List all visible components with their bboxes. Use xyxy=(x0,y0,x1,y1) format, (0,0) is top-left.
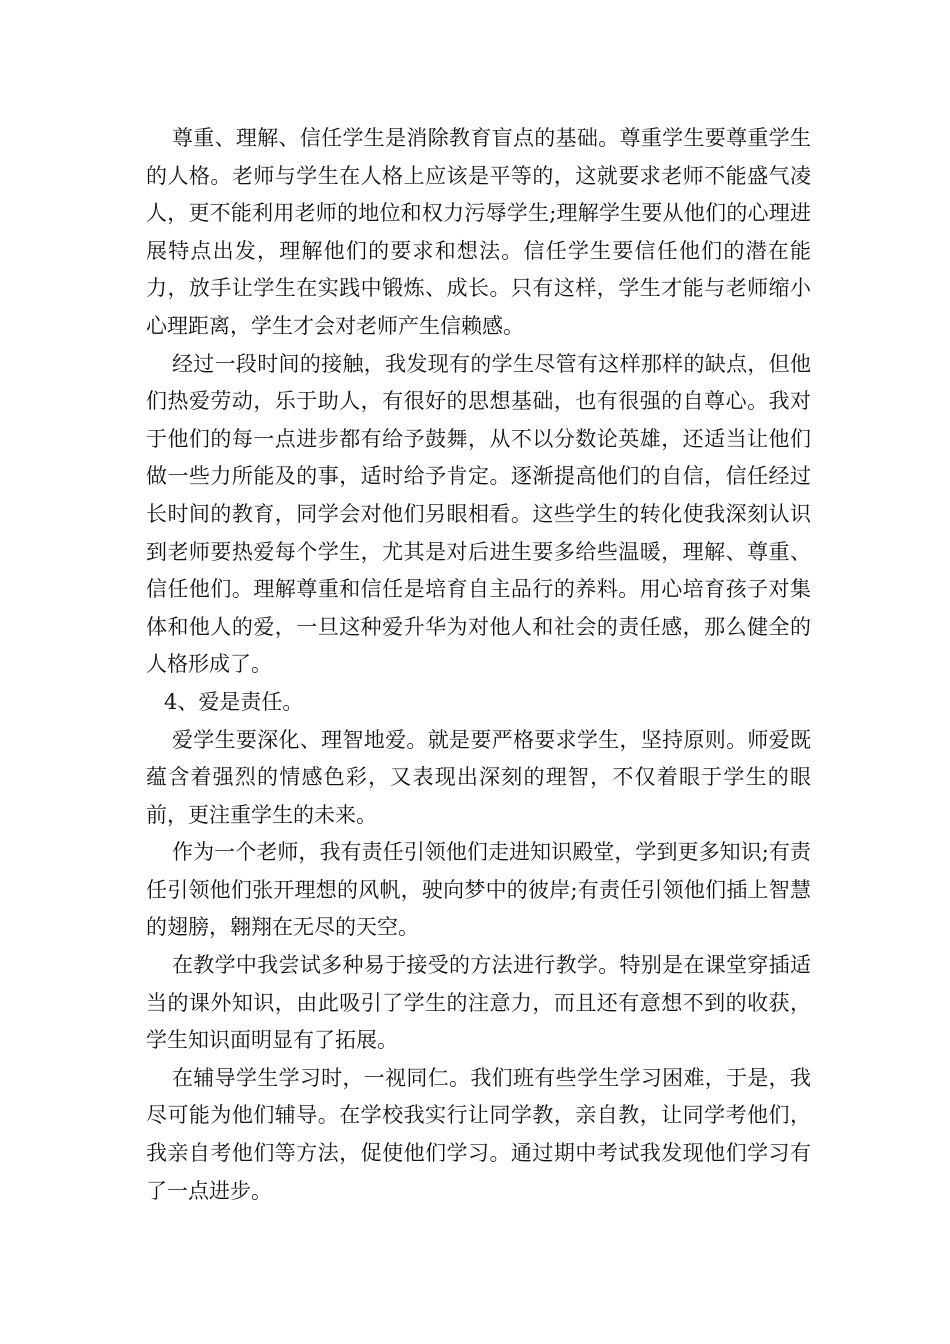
paragraph-respect-understanding-trust: 尊重、理解、信任学生是消除教育盲点的基础。尊重学生要尊重学生的人格。老师与学生在人格上应该是平等的，这就要求老师不能盛气凌人，更不能利用老师的地位和权力污辱学生;理解学生要从他们的心理进展特点出发，理解他们的要求和想法。信任学生要信任他们的潜在能力，放手让学生在实践中锻炼、成长。只有这样，学生才能与老师缩小心理距离，学生才会对老师产生信赖感。 xyxy=(146,126,811,338)
paragraph-rational-love: 爱学生要深化、理智地爱。就是要严格要求学生，坚持原则。师爱既蕴含着强烈的情感色彩，又表现出深刻的理智，不仅着眼于学生的眼前，更注重学生的未来。 xyxy=(146,727,811,827)
section-heading-love-is-responsibility: 4、爱是责任。 xyxy=(164,689,304,714)
document-body xyxy=(146,120,811,1210)
paragraph-student-transformation: 经过一段时间的接触，我发现有的学生尽管有这样那样的缺点，但他们热爱劳动，乐于助人，有很好的思想基础，也有很强的自尊心。我对于他们的每一点进步都有给予鼓舞，从不以分数论英雄，还适当让他们做一些力所能及的事，适时给予肯定。逐渐提高他们的自信，信任经过长时间的教育，同学会对他们另眼相看。这些学生的转化使我深刻认识到老师要热爱每个学生，尤其是对后进生要多给些温暖，理解、尊重、信任他们。理解尊重和信任是培育自主品行的养料。用心培育孩子对集体和他人的爱，一旦这种爱升华为对他人和社会的责任感，那么健全的人格形成了。 xyxy=(146,351,811,677)
paragraph-tutoring: 在辅导学生学习时，一视同仁。我们班有些学生学习困难，于是，我尽可能为他们辅导。在学校我实行让同学教，亲自教，让同学考他们，我亲自考他们等方法，促使他们学习。通过期中考试我发现他们学习有了一点进步。 xyxy=(146,1065,811,1203)
paragraph-teacher-responsibility: 作为一个老师，我有责任引领他们走进知识殿堂，学到更多知识;有责任引领他们张开理想的风帆，驶向梦中的彼岸;有责任引领他们插上智慧的翅膀，翱翔在无尽的天空。 xyxy=(146,840,811,940)
paragraph-teaching-methods: 在教学中我尝试多种易于接受的方法进行教学。特别是在课堂穿插适当的课外知识，由此吸引了学生的注意力，而且还有意想不到的收获，学生知识面明显有了拓展。 xyxy=(146,953,811,1053)
